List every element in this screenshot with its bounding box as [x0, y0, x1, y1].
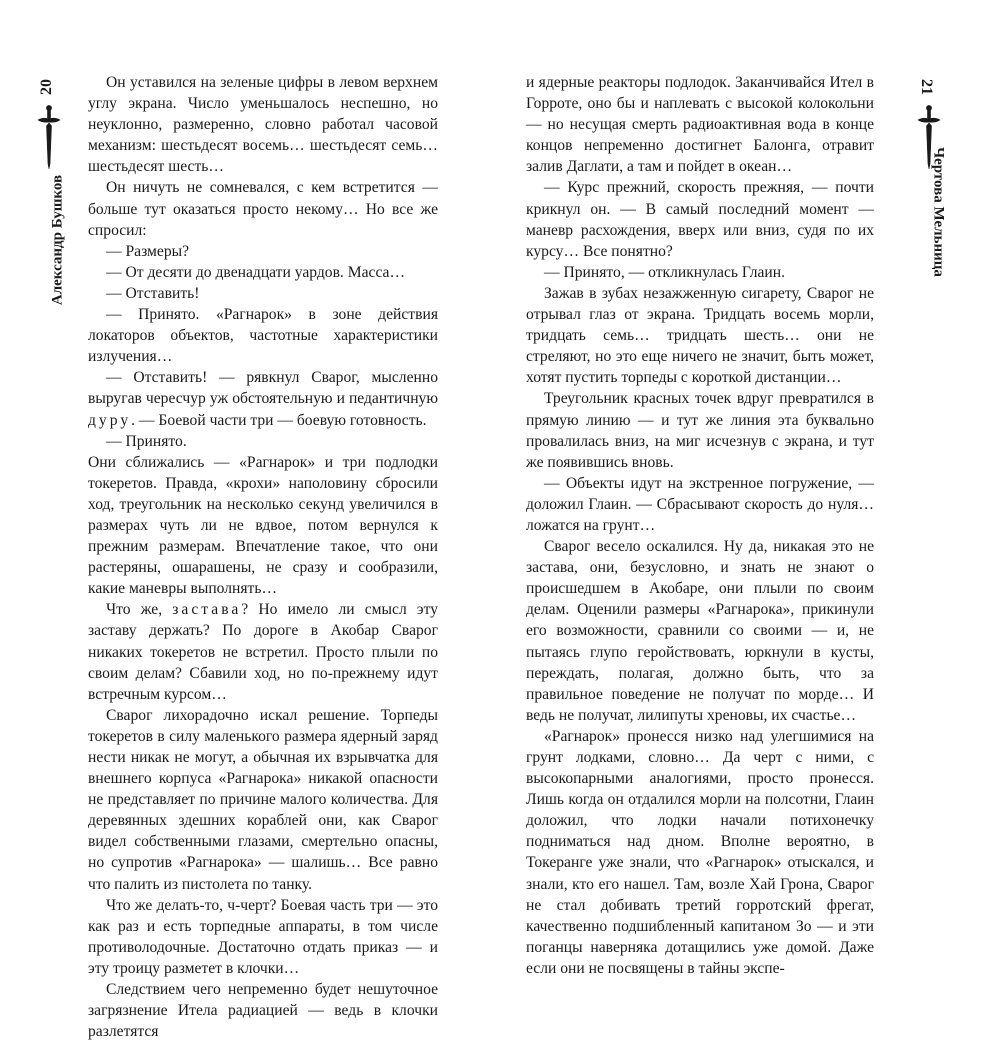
paragraph: — Принято, — откликнулась Глаин. — [544, 263, 786, 281]
paragraph: — Курс прежний, скорость прежняя, — почти крикнул он. — В самый последний момент — маневр расхождения, вверх или вниз, судя по их курсу… Все понятно? — [526, 179, 874, 260]
paragraph: Сварог весело оскалился. Ну да, никакая это не застава, они, безусловно, и знать не знают о происшедшем в Акобаре, они плыли по своим делам. Оценили размеры «Рагнарока», прикинули его возможности, сравнили со своими — и, не пытаясь глупо геройствовать, юркнули в кусты, переждать, полагая, должно быть, что за правильное поведение не получат по морде… И ведь не получат, лилипуты хреновы, их счастье… — [526, 538, 874, 724]
paragraph: — Принято. — [106, 432, 187, 450]
paragraph: Зажав в зубах незажженную сигарету, Сварог не отрывал глаз от экрана. Тридцать восемь морли, тридцать семь… тридцать шесть… они не стреляют, но это еще ничего не значит, быть может, хотят пустить торпеды с короткой дистанции… — [526, 284, 874, 387]
left-page — [0, 0, 500, 1041]
spaced-emphasis: дуру — [88, 411, 132, 429]
right-text-column — [526, 72, 874, 979]
spaced-emphasis: застава — [172, 601, 242, 619]
paragraph: Сварог лихорадочно искал решение. Торпеды токеретов в силу маленького размера ядерный заряд нести никак не могут, а обычная их взрывчатка для внешнего корпуса «Рагнарока» никакой опасности не представляет по причине малого количества. Для деревянных здешних кораблей они, как Сварог видел собственными глазами, смертельно опасны, но супротив «Рагнарока» — шалишь… Все равно что палить из пистолета по танку. — [88, 706, 438, 893]
paragraph: Он уставился на зеленые цифры в левом верхнем углу экрана. Число уменьшалось неспешно, но неуклонно, размеренно, словно работал часовой механизм: шестьдесят восемь… шестьдесят семь… шестьдесят шесть… — [88, 74, 438, 176]
paragraph: и ядерные реакторы подлодок. Заканчивайся Ител в Горроте, оно бы и наплевать с высокой колокольни — но несущая смерть радиоактивная вода в конце концов непременно достигнет Балонга, отравит залив Даглати, а там и пойдет в океан… — [526, 74, 874, 176]
paragraph — [88, 599, 438, 704]
running-head-title: Чертова Мельница — [930, 147, 947, 277]
running-head-author: Александр Бушков — [49, 174, 66, 306]
page-number: 21 — [918, 79, 935, 95]
paragraph: Они сближались — «Рагнарок» и три подлодки токеретов. Правда, «крохи» наполовину сбросили ход, треугольник на несколько секунд увеличился в размерах чуть ли не вдвое, потом вернулся к прежним размерам. Впечатление такое, что они растеряны, ошарашены, не сразу и сообразили, какие маневры выполнять… — [88, 453, 438, 598]
paragraph: — Объекты идут на экстренное погружение, — доложил Глаин. — Сбрасывают скорость до нуля… ложатся на грунт… — [526, 474, 874, 534]
right-page — [500, 0, 1000, 977]
page-number: 20 — [38, 79, 55, 95]
paragraph: Треугольник красных точек вдруг превратился в прямую линию — и тут же линия эта буквально провалилась вниз, на миг исчезнув с экрана, и тут же появившись вновь. — [526, 390, 874, 471]
paragraph: — Принято. «Рагнарок» в зоне действия локаторов объектов, частотные характеристики излучения… — [88, 306, 438, 366]
text-run: . — Боевой части три — боевую готовность. — [131, 411, 427, 429]
left-text-column — [88, 72, 438, 1042]
paragraph: — Размеры? — [106, 242, 190, 260]
paragraph: Что же делать-то, ч-черт? Боевая часть три — это как раз и есть торпедные аппараты, в том числе противолодочные. Достаточно отдать приказ — и эту троицу разметет в клочки… — [88, 896, 438, 977]
text-run: Что же, — [106, 601, 173, 619]
dagger-ornament-icon — [36, 104, 62, 170]
paragraph: Он ничуть не сомневался, с кем встретится — больше тут оказаться просто некому… Но все же спросил: — [88, 179, 438, 239]
text-run: ? Но имело ли смысл эту заставу держать? По дороге в Акобар Сварог никаких токеретов не встретил. Просто плыли по своим делам? Сбавили ход, но по-прежнему идут встречным курсом… — [88, 601, 438, 703]
paragraph: Следствием чего непременно будет нешуточное загрязнение Итела радиацией — ведь в клочки разлетятся — [88, 981, 438, 1041]
paragraph: — Отставить! — [106, 284, 200, 302]
paragraph: «Рагнарок» пронесся низко над улегшимися на грунт лодками, словно… Да черт с ними, с высокопарными аналогиями, просто пронесся. Лишь когда он отдалился морли на полсотни, Глаин доложил, что лодки начали потихонечку подниматься над дном. Вполне вероятно, в Токеранге уже знали, что «Рагнарок» отыскался, и знали, кто его нашел. Там, возле Хай Грона, Сварог не стал добивать третий горротский фрегат, качественно подшибленный капитаном Зо — и эти поганцы наверняка дотащились уже домой. Даже если они не посвящены в тайны экспе- — [526, 727, 874, 977]
text-run: — Отставить! — рявкнул Сварог, мысленно выругав чересчур уж обстоятельную и педантичную — [88, 369, 438, 408]
paragraph: — От десяти до двенадцати уардов. Масса… — [106, 263, 406, 281]
paragraph — [88, 367, 438, 430]
